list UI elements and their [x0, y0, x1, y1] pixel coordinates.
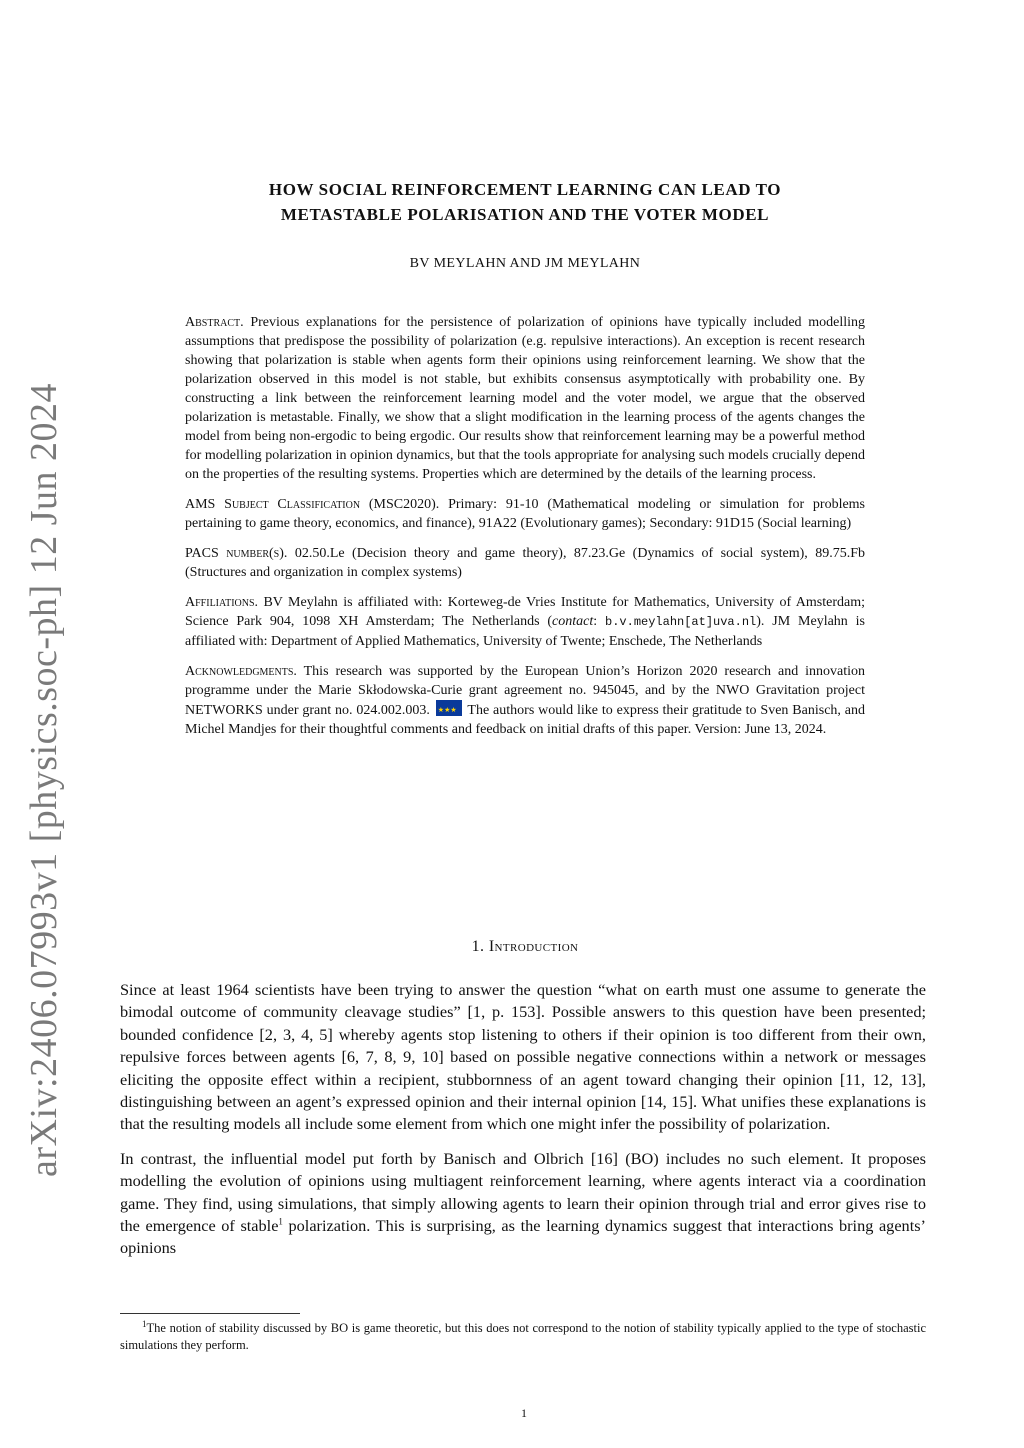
section-number: 1.: [471, 938, 485, 955]
abstract: [185, 313, 865, 484]
affiliations-text-1: BV Meylahn is affiliated with: Korteweg-de Vries Institute for Mathematics, University of Amsterdam; Science Park 904, 1098 XH Amsterdam; The Netherlands (: [185, 595, 866, 629]
pacs-numbers: [185, 544, 865, 582]
ams-prefix: AMS: [185, 497, 216, 512]
footnote-marker: 1: [142, 1318, 147, 1329]
ams-label: Subject Classification: [224, 497, 361, 512]
affiliations-label: Affiliations.: [185, 595, 259, 610]
pacs-label: number(s).: [226, 546, 288, 561]
footnote-reference: 1: [278, 1216, 283, 1227]
footnote-text: The notion of stability discussed by BO is game theoretic, but this does not correspond to the notion of stability typically applied to the type of stochastic simulations they perform.: [120, 1321, 926, 1352]
title-line-1: HOW SOCIAL REINFORCEMENT LEARNING CAN LEAD TO: [268, 180, 782, 199]
paragraph-2-part-b: polarization. This is surprising, as the learning dynamics suggest that interactions bring agents’ opinions: [120, 1216, 926, 1258]
affiliations-text-3: ). JM Meylahn is affiliated with: Department of Applied Mathematics, University of Twente; Enschede, The Netherlands: [185, 614, 865, 649]
page-number: 1: [521, 1406, 527, 1420]
section-title: Introduction: [488, 938, 579, 955]
affiliations: [185, 593, 865, 651]
paragraph-2: [120, 1148, 926, 1260]
ams-classification: [185, 495, 865, 533]
contact-label: contact: [552, 614, 594, 629]
abstract-label: Abstract.: [185, 315, 244, 330]
eu-flag-icon: [436, 700, 462, 716]
arxiv-identifier: arXiv:2406.07993v1 [physics.soc-ph] 12 Jun 2024: [23, 383, 65, 1177]
title-line-2: METASTABLE POLARISATION AND THE VOTER MODEL: [280, 205, 770, 224]
paper-title: [150, 177, 900, 227]
acknowledgments-label: Acknowledgments.: [185, 664, 297, 679]
authors: BV MEYLAHN AND JM MEYLAHN: [409, 256, 641, 271]
acknowledgments: [185, 662, 865, 739]
arxiv-stamp: [16, 383, 72, 1177]
pacs-prefix: PACS: [185, 546, 219, 561]
ams-text: (MSC2020). Primary: 91-10 (Mathematical modeling or simulation for problems pertaining to game theory, economics, and finance), 91A22 (Evolutionary games); Secondary: 91D15 (Social learning): [185, 497, 866, 531]
acknowledgments-text-1: This research was supported by the European Union’s Horizon 2020 research and innovation programme under the Marie Skłodowska-Curie grant agreement no. 945045, and by the NWO Gravitation project NETWORKS under grant no. 024.002.003.: [185, 664, 866, 718]
footnote-divider: [120, 1313, 300, 1314]
affiliations-text-2: :: [593, 614, 606, 629]
contact-email: b.v.meylahn[at]uva.nl: [605, 615, 757, 629]
abstract-text: Previous explanations for the persistence of polarization of opinions have typically included modelling assumptions that predispose the possibility of polarization (e.g. repulsive interactions). An exception is recent research showing that polarization is stable when agents form their opinions using reinforcement learning. We show that the polarization observed in this model is not stable, but exhibits consensus asymptotically with probability one. By constructing a link between the reinforcement learning model and the voter model, we argue that the observed polarization is metastable. Finally, we show that a slight modification in the learning process of the agents changes the model from being non-ergodic to being ergodic. Our results show that reinforcement learning may be a powerful method for modelling polarization in opinion dynamics, but that the tools appropriate for analysing such models crucially depend on the properties of the resulting systems. Properties which are determined by the details of the learning process.: [185, 315, 866, 482]
section-heading: [150, 938, 900, 956]
front-matter: [185, 313, 865, 750]
paragraph-1: Since at least 1964 scientists have been trying to answer the question “what on earth must one assume to generate the bimodal outcome of community cleavage studies” [1, p. 153]. Possible answers to this question have been presented; bounded confidence [2, 3, 4, 5] whereby agents stop listening to others if their opinion is too different from their own, repulsive forces between agents [6, 7, 8, 9, 10] based on possible negative connections within a network or messages eliciting the opposite effect within a recipient, stubbornness of an agent toward changing their opinion [11, 12, 13], distinguishing between an agent’s expressed opinion and their internal opinion [14, 15]. What unifies these explanations is that the resulting models all include some element from which one might infer the possibility of polarization.: [120, 980, 926, 1134]
pacs-text: 02.50.Le (Decision theory and game theory), 87.23.Ge (Dynamics of social system), 89.75.Fb (Structures and organization in complex systems): [185, 546, 866, 580]
paragraph-2-part-a: In contrast, the influential model put forth by Banisch and Olbrich [16] (BO) includes no such element. It proposes modelling the evolution of opinions using multiagent reinforcement learning, where agents interact via a coordination game. They find, using simulations, that simply allowing agents to learn their opinion through trial and error gives rise to the emergence of stable: [120, 1148, 926, 1236]
footnote: [120, 1320, 926, 1354]
introduction-body: [120, 979, 926, 1272]
acknowledgments-text-2: The authors would like to express their gratitude to Sven Banisch, and Michel Mandjes for their thoughtful comments and feedback on initial drafts of this paper. Version: June 13, 2024.: [185, 703, 865, 737]
